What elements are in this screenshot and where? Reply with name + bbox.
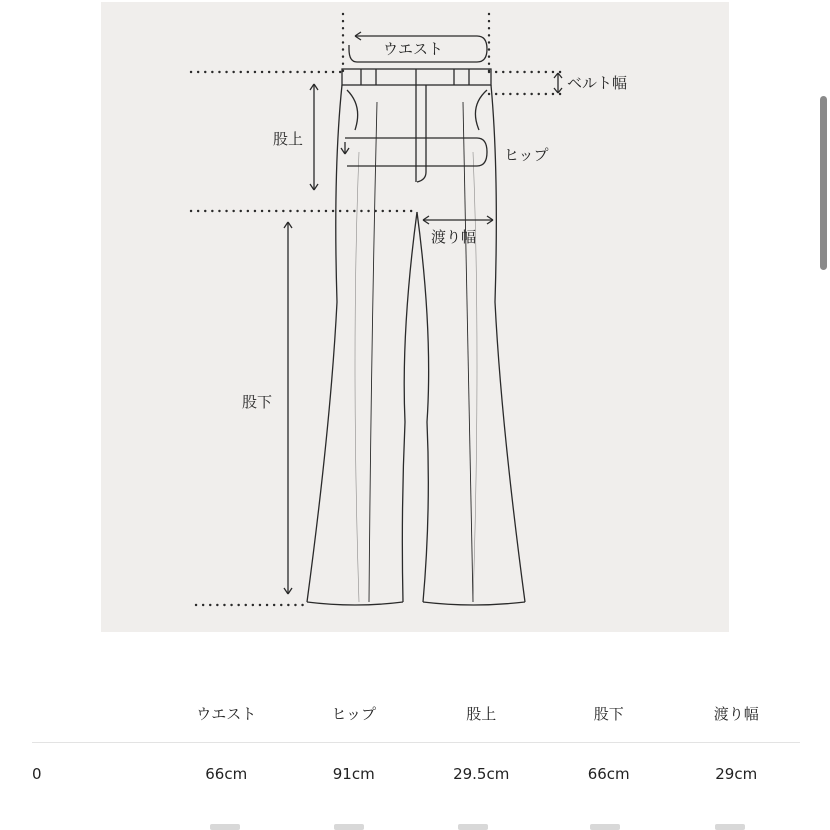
table-cell-thigh: 29cm bbox=[715, 765, 758, 783]
table-cell-size: 0 bbox=[32, 765, 42, 783]
table-header-hip: ヒップ bbox=[290, 700, 417, 743]
waist-label: ウエスト bbox=[383, 40, 444, 58]
table-header-waist: ウエスト bbox=[163, 700, 290, 743]
table-cell-inseam: 66cm bbox=[587, 765, 630, 783]
hip-label: ヒップ bbox=[504, 146, 549, 164]
pants-illustration bbox=[101, 2, 729, 632]
scrollbar-thumb[interactable] bbox=[820, 96, 827, 270]
table-header-inseam: 股下 bbox=[545, 700, 672, 743]
partially-visible-next-row bbox=[0, 822, 830, 830]
table-row bbox=[32, 743, 800, 788]
size-table bbox=[32, 700, 800, 787]
table-cell-hip: 91cm bbox=[332, 765, 375, 783]
thigh-width-label: 渡り幅 bbox=[431, 228, 477, 246]
table-header-rise: 股上 bbox=[417, 700, 544, 743]
table-cell-rise: 29.5cm bbox=[453, 765, 510, 783]
table-cell-waist: 66cm bbox=[205, 765, 248, 783]
inseam-label: 股下 bbox=[242, 393, 273, 411]
rise-label: 股上 bbox=[273, 130, 304, 148]
table-header-thigh: 渡り幅 bbox=[672, 700, 800, 743]
belt-width-label: ベルト幅 bbox=[567, 74, 628, 92]
size-diagram bbox=[101, 2, 729, 632]
table-header-size bbox=[32, 700, 163, 743]
table-header-row bbox=[32, 700, 800, 743]
